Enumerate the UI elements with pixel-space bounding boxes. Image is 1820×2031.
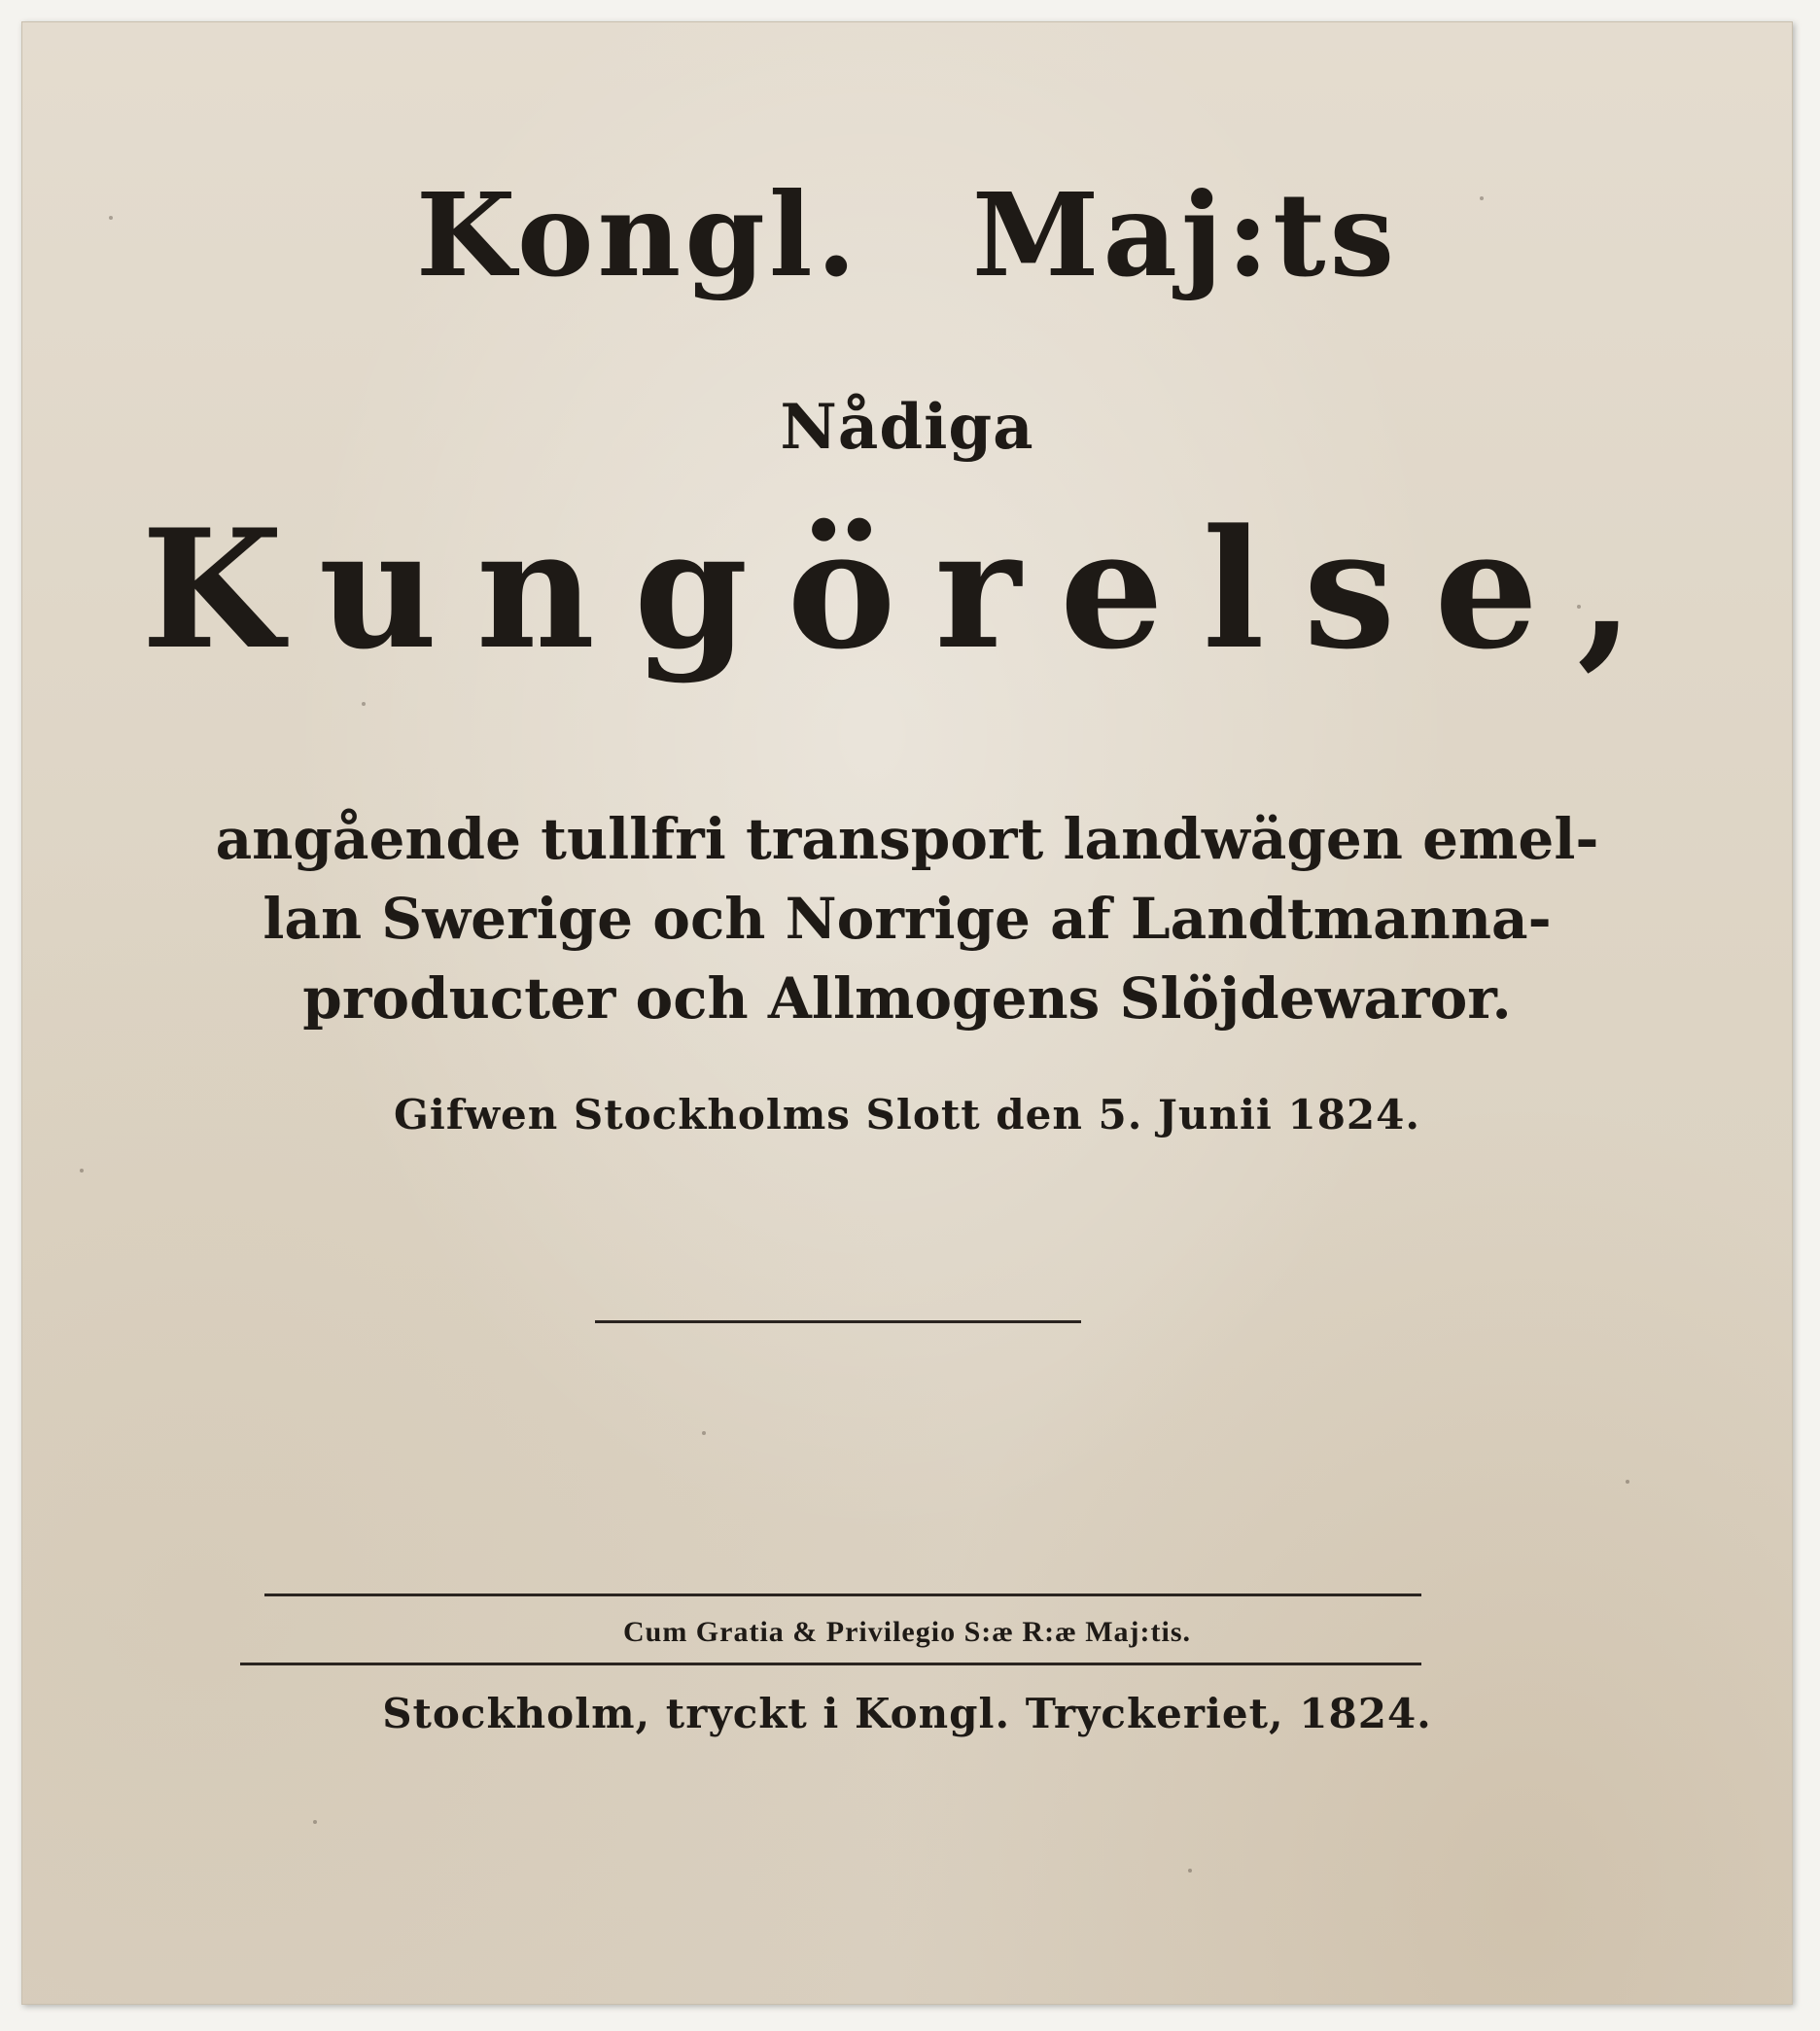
paper-speck <box>702 1431 706 1435</box>
subject-line-3: producter och Allmogens Slöjdewaror. <box>302 965 1512 1032</box>
paper-speck <box>1480 196 1484 200</box>
privilege-text: Cum Gratia & Privilegio S:æ R:æ Maj:tis. <box>622 1616 1192 1648</box>
paper-speck <box>80 1169 84 1173</box>
given-date: Gifwen Stockholms Slott den 5. Junii 1824. <box>394 1091 1420 1138</box>
paper-speck <box>109 216 113 220</box>
paper-speck <box>1626 1480 1629 1484</box>
center-divider <box>595 1320 1081 1323</box>
document-page <box>21 21 1793 2005</box>
title-line-1: Kongl. Maj:ts <box>415 167 1399 302</box>
title-line-2: Nådiga <box>780 391 1034 464</box>
paper-speck <box>1577 605 1581 609</box>
bottom-rule <box>240 1663 1421 1665</box>
paper-speck <box>362 702 366 706</box>
paper-speck <box>313 1820 317 1824</box>
subject-text <box>21 799 1793 1038</box>
subject-line-2: lan Swerige och Norrige af Landtmanna- <box>262 886 1552 952</box>
subject-line-1: angående tullfri transport landwägen emel- <box>215 806 1599 872</box>
top-rule <box>264 1593 1421 1596</box>
title-line-3: Kungörelse, <box>141 493 1673 685</box>
printer-imprint: Stockholm, tryckt i Kongl. Tryckeriet, 1824. <box>382 1690 1432 1737</box>
paper-speck <box>1188 1869 1192 1873</box>
